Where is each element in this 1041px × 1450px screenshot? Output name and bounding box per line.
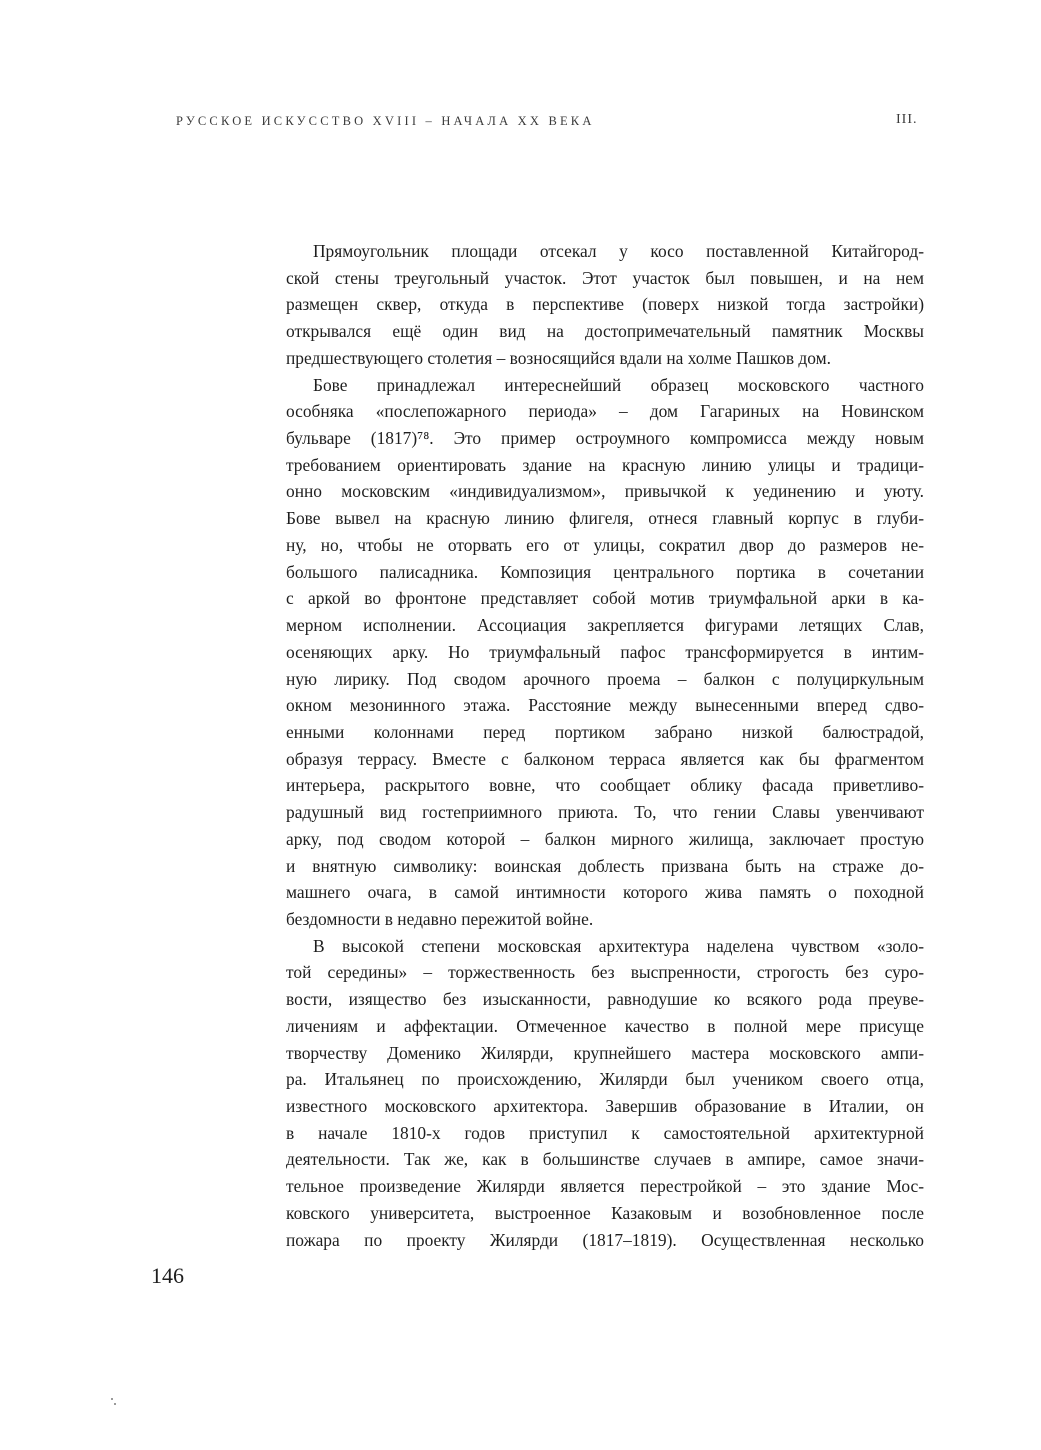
body-text bbox=[286, 238, 924, 1253]
chapter-number: III. bbox=[896, 112, 918, 127]
text-line: арку, под сводом которой – балкон мирного жилища, заключает простую bbox=[286, 828, 924, 849]
text-line: ской стены треугольный участок. Этот участок был повышен, и на нем bbox=[286, 267, 924, 288]
text-line: ковского университета, выстроенное Казаковым и возобновленное после bbox=[286, 1202, 924, 1223]
text-line: машнего очага, в самой интимности которого жива память о походной bbox=[286, 882, 924, 903]
text-line: открывался ещё один вид на достопримечательный памятник Москвы bbox=[286, 321, 924, 342]
text-line: осеняющих арку. Но триумфальный пафос трансформируется в интим- bbox=[286, 641, 924, 662]
page-number: 146 bbox=[151, 1263, 184, 1288]
text-line: личениям и аффектации. Отмеченное качество в полной мере присуще bbox=[286, 1015, 924, 1036]
text-line: ну, но, чтобы не оторвать его от улицы, сократил двор до размеров не- bbox=[286, 534, 924, 555]
text-line: деятельности. Так же, как в большинстве случаев в ампире, самое значи- bbox=[286, 1149, 924, 1170]
text-line: Прямоугольник площади отсекал у косо поставленной Китайгород- bbox=[313, 241, 924, 261]
text-line: предшествующего столетия – возносящийся вдали на холме Пашков дом. bbox=[286, 347, 831, 368]
text-line: Бове вывел на красную линию флигеля, отнеся главный корпус в глуби- bbox=[286, 508, 924, 529]
text-line: онно московским «индивидуализмом», привычкой к уединению и уюту. bbox=[286, 481, 924, 502]
text-line: мерном исполнении. Ассоциация закрепляется фигурами летящих Слав, bbox=[286, 615, 924, 636]
paragraph bbox=[286, 933, 924, 1254]
text-line: радушный вид гостеприимного приюта. То, что гении Славы увенчивают bbox=[286, 802, 924, 823]
text-line: той середины» – торжественность без выспренности, строгость без суро- bbox=[286, 962, 924, 983]
text-line: бульваре (1817)⁷⁸. Это пример остроумного компромисса между новым bbox=[286, 428, 924, 449]
text-line: ную лирику. Под сводом арочного проема – балкон с полуциркульным bbox=[286, 668, 924, 689]
text-line: пожара по проекту Жилярди (1817–1819). Осуществленная несколько bbox=[286, 1229, 924, 1250]
text-line: требованием ориентировать здание на красную линию улицы и традици- bbox=[286, 454, 924, 475]
scan-artifact-mark bbox=[111, 1398, 117, 1406]
text-line: с аркой во фронтоне представляет собой мотив триумфальной арки в ка- bbox=[286, 588, 924, 609]
text-line: образуя террасу. Вместе с балконом терраса является как бы фрагментом bbox=[286, 748, 924, 769]
running-title: РУССКОЕ ИСКУССТВО XVIII – НАЧАЛА XX ВЕКА bbox=[176, 114, 595, 128]
text-line: в начале 1810-х годов приступил к самостоятельной архитектурной bbox=[286, 1122, 924, 1143]
paragraph bbox=[286, 372, 924, 933]
text-line: вости, изящество без изысканности, равнодушие ко всякого рода преуве- bbox=[286, 989, 924, 1010]
text-line: енными колоннами перед портиком забрано низкой балюстрадой, bbox=[286, 721, 924, 742]
text-line: бездомности в недавно пережитой войне. bbox=[286, 908, 594, 929]
text-line: большого палисадника. Композиция центрального портика в сочетании bbox=[286, 561, 924, 582]
text-line: окном мезонинного этажа. Расстояние между вынесенными вперед сдво- bbox=[286, 695, 924, 716]
text-line: тельное произведение Жилярди является перестройкой – это здание Мос- bbox=[286, 1176, 924, 1197]
text-line: интерьера, раскрытого вовне, что сообщает облику фасада приветливо- bbox=[286, 775, 924, 796]
text-line: известного московского архитектора. Завершив образование в Италии, он bbox=[286, 1096, 924, 1116]
text-line: размещен сквер, откуда в перспективе (поверх низкой тогда застройки) bbox=[286, 294, 924, 315]
text-line: и внятную символику: воинская доблесть призвана быть на страже до- bbox=[286, 855, 924, 876]
text-line: В высокой степени московская архитектура наделена чувством «золо- bbox=[313, 935, 924, 956]
text-line: творчеству Доменико Жилярди, крупнейшего мастера московского ампи- bbox=[286, 1042, 924, 1063]
text-line: Бове принадлежал интереснейший образец московского частного bbox=[313, 374, 924, 395]
text-line: особняка «послепожарного периода» – дом Гагариных на Новинском bbox=[286, 401, 924, 422]
paragraph bbox=[286, 238, 924, 372]
text-line: ра. Итальянец по происхождению, Жилярди был учеником своего отца, bbox=[286, 1069, 924, 1090]
